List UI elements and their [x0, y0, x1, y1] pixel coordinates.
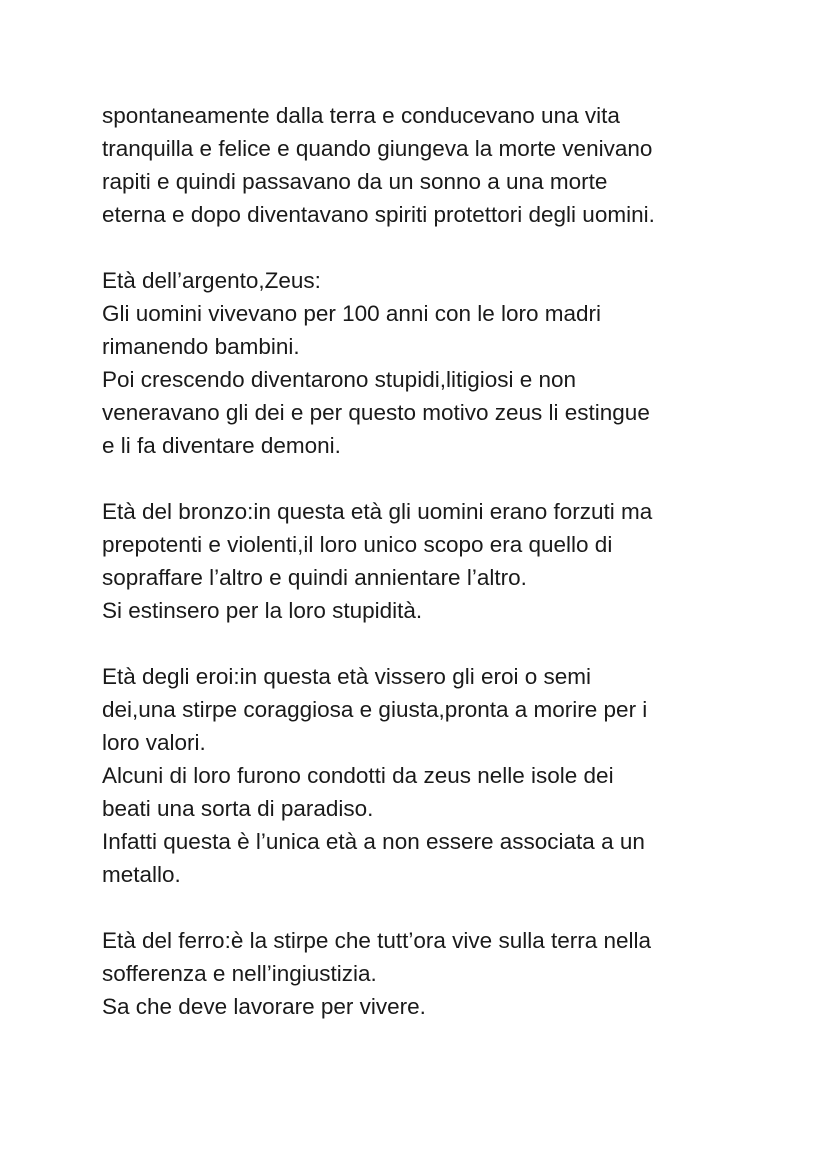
text-line: spontaneamente dalla terra e conducevano una vita: [102, 103, 620, 128]
text-line: sopraffare l’altro e quindi annientare l’altro.: [102, 565, 527, 590]
text-line: rimanendo bambini.: [102, 334, 300, 359]
text-line: loro valori.: [102, 730, 206, 755]
text-line: Infatti questa è l’unica età a non essere associata a un: [102, 829, 645, 854]
text-line: metallo.: [102, 862, 181, 887]
text-line: veneravano gli dei e per questo motivo zeus li estingue: [102, 400, 650, 425]
text-line: sofferenza e nell’ingiustizia.: [102, 961, 377, 986]
text-line: tranquilla e felice e quando giungeva la morte venivano: [102, 136, 653, 161]
document-body: [102, 99, 802, 1056]
text-line: Si estinsero per la loro stupidità.: [102, 598, 423, 623]
text-line: Età del bronzo:in questa età gli uomini erano forzuti ma: [102, 499, 653, 524]
text-line: Età del ferro:è la stirpe che tutt’ora vive sulla terra nella: [102, 928, 652, 953]
paragraph-bronze-age: [102, 495, 802, 627]
text-line: Età degli eroi:in questa età vissero gli eroi o semi: [102, 664, 592, 689]
paragraph-golden-age-continuation: [102, 99, 802, 231]
text-line: dei,una stirpe coraggiosa e giusta,pronta a morire per i: [102, 697, 648, 722]
text-line: Alcuni di loro furono condotti da zeus nelle isole dei: [102, 763, 614, 788]
text-line: prepotenti e violenti,il loro unico scopo era quello di: [102, 532, 613, 557]
text-line: eterna e dopo diventavano spiriti protettori degli uomini.: [102, 202, 655, 227]
paragraph-iron-age: [102, 924, 802, 1023]
text-line: Età dell’argento,Zeus:: [102, 268, 321, 293]
text-line: beati una sorta di paradiso.: [102, 796, 374, 821]
text-line: Gli uomini vivevano per 100 anni con le loro madri: [102, 301, 602, 326]
text-line: Poi crescendo diventarono stupidi,litigiosi e non: [102, 367, 577, 392]
text-line: Sa che deve lavorare per vivere.: [102, 994, 426, 1019]
text-line: e li fa diventare demoni.: [102, 433, 341, 458]
paragraph-silver-age: [102, 264, 802, 462]
text-line: rapiti e quindi passavano da un sonno a una morte: [102, 169, 608, 194]
paragraph-heroes-age: [102, 660, 802, 891]
